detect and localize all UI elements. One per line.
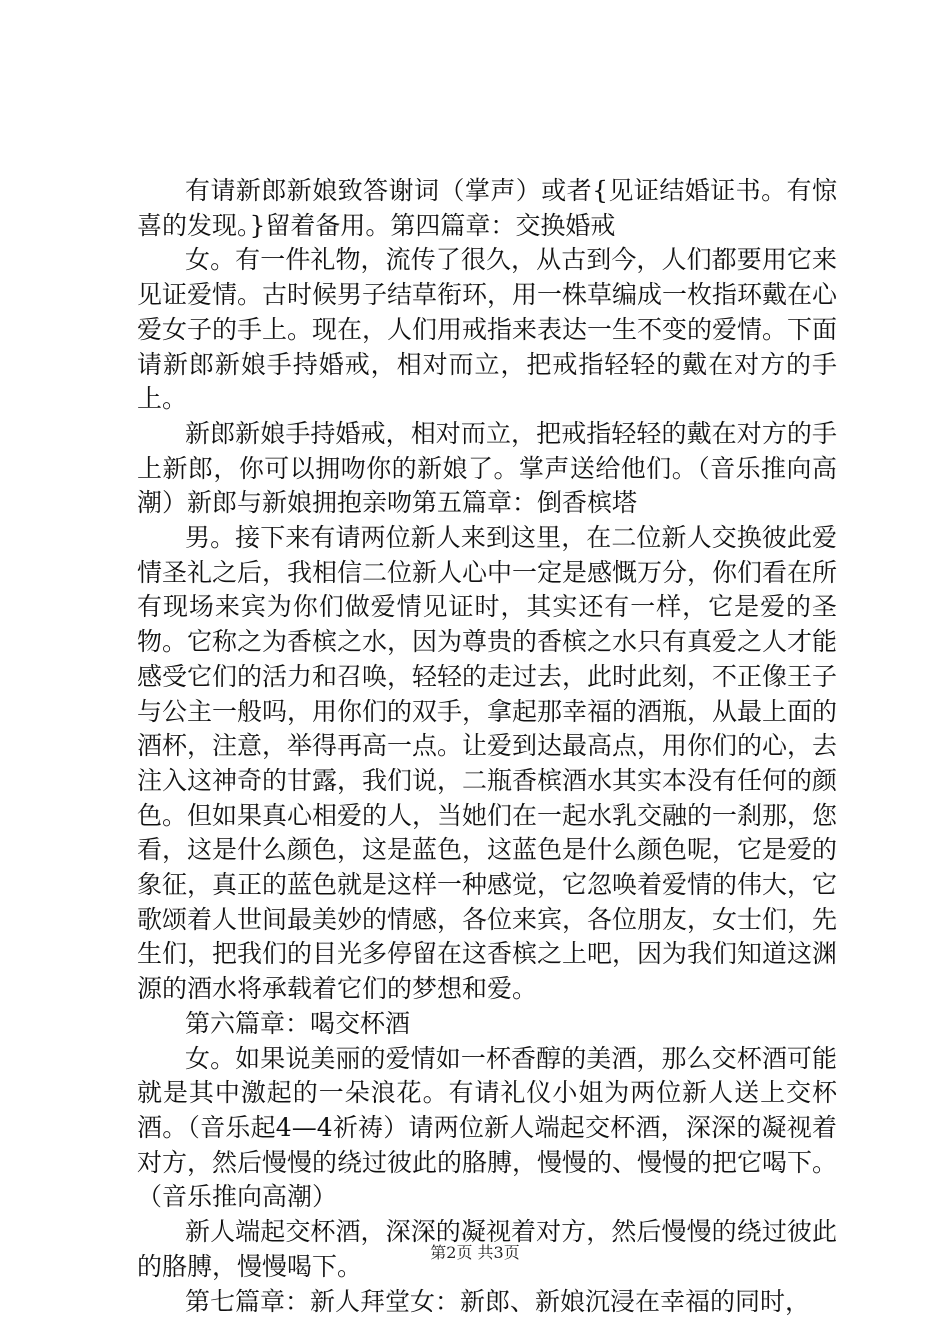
paragraph: 有请新郎新娘致答谢词（掌声）或者{见证结婚证书。有惊喜的发现。}留着备用。第四篇章：交换婚戒 <box>137 176 837 240</box>
paragraph: 新郎新娘手持婚戒，相对而立，把戒指轻轻的戴在对方的手上新郎，你可以拥吻你的新娘了。掌声送给他们。（音乐推向高潮）新郎与新娘拥抱亲吻第五篇章：倒香槟塔 <box>137 418 837 518</box>
paragraph: 新人端起交杯酒，深深的凝视着对方，然后慢慢的绕过彼此的胳膊，慢慢喝下。 <box>137 1217 837 1281</box>
document-body <box>137 174 837 1319</box>
paragraph: 女。如果说美丽的爱情如一杯香醇的美酒，那么交杯酒可能就是其中激起的一朵浪花。有请礼仪小姐为两位新人送上交杯酒。（音乐起4—4祈祷）请两位新人端起交杯酒，深深的凝视着对方，然后慢慢的绕过彼此的胳膊，慢慢的、慢慢的把它喝下。（音乐推向高潮） <box>137 1043 838 1212</box>
section-heading: 第六篇章：喝交杯酒 <box>185 1008 411 1038</box>
paragraph: 女。有一件礼物，流传了很久，从古到今，人们都要用它来见证爱情。古时候男子结草衔环，用一株草编成一枚指环戴在心爱女子的手上。现在，人们用戒指来表达一生不变的爱情。下面请新郎新娘手持婚戒，相对而立，把戒指轻轻的戴在对方的手上。 <box>137 245 838 414</box>
paragraph: 第七篇章：新人拜堂女：新郎、新娘沉浸在幸福的同时， <box>185 1286 811 1316</box>
paragraph: 男。接下来有请两位新人来到这里，在二位新人交换彼此爱情圣礼之后，我相信二位新人心中一定是感慨万分，你们看在所有现场来宾为你们做爱情见证时，其实还有一样，它是爱的圣物。它称之为香槟之水，因为尊贵的香槟之水只有真爱之人才能感受它们的活力和召唤，轻轻的走过去，此时此刻，不正像王子与公主一般吗，用你们的双手，拿起那幸福的酒瓶，从最上面的酒杯，注意，举得再高一点。让爱到达最高点，用你们的心，去注入这神奇的甘露，我们说，二瓶香槟酒水其实本没有任何的颜色。但如果真心相爱的人，当她们在一起水乳交融的一刹那，您看，这是什么颜色，这是蓝色，这蓝色是什么颜色呢，它是爱的象征，真正的蓝色就是这样一种感觉，它忽唤着爱情的伟大，它歌颂着人世间最美妙的情感，各位来宾，各位朋友，女士们，先生们，把我们的目光多停留在这香槟之上吧，因为我们知道这渊源的酒水将承载着它们的梦想和爱。 <box>137 523 838 1004</box>
page-number-footer: 第2页 共3页 <box>430 1243 520 1262</box>
